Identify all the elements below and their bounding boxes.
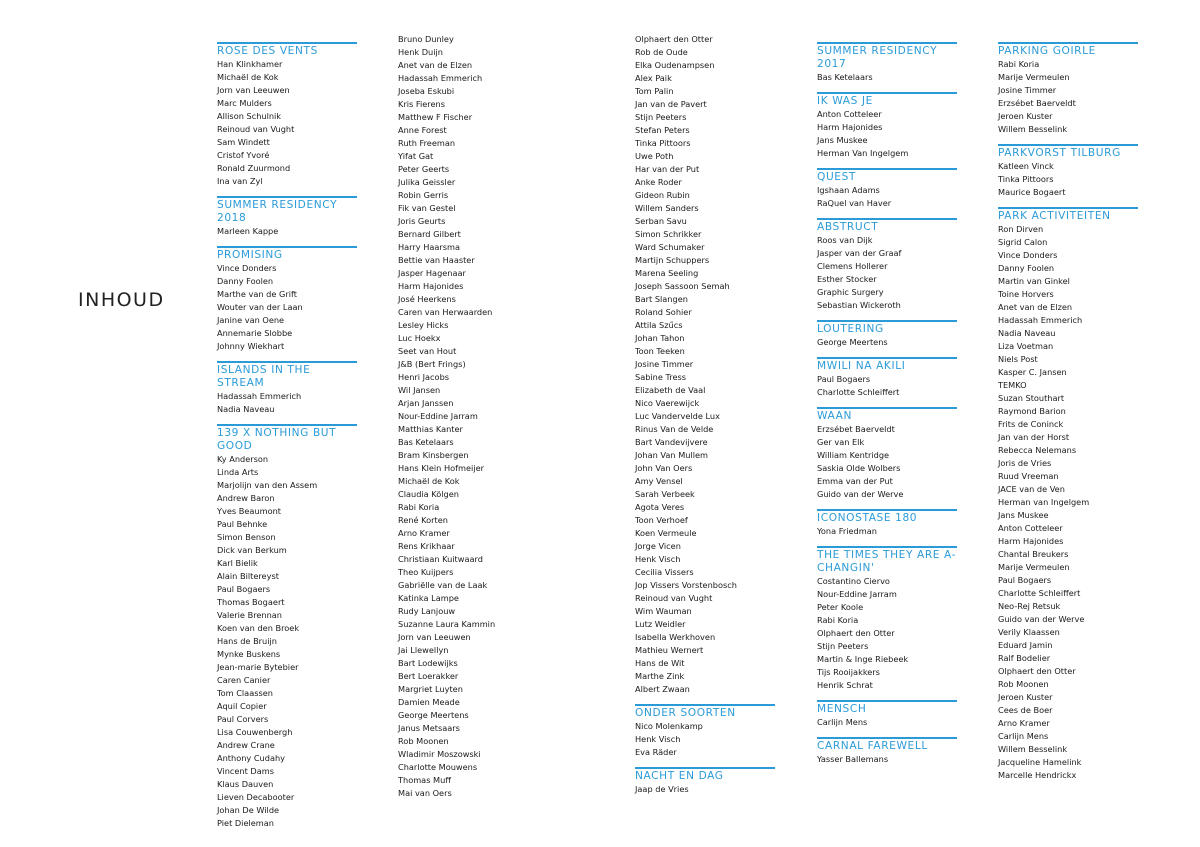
index-section <box>817 357 957 399</box>
index-section <box>817 168 957 210</box>
artist-name: Anton Cotteleer <box>998 523 1063 533</box>
artist-name: Sarah Verbeek <box>635 489 695 499</box>
artist-name: Bas Ketelaars <box>398 437 454 447</box>
artist-name: Herman Van Ingelgem <box>817 148 909 158</box>
artist-name: Seet van Hout <box>398 346 457 356</box>
index-section <box>817 737 957 766</box>
artist-name: Nour-Eddine Jarram <box>398 411 478 421</box>
artist-name: Stefan Peters <box>635 125 690 135</box>
artist-name: Isabella Werkhoven <box>635 632 716 642</box>
artist-name: Gabriëlle van de Laak <box>398 580 488 590</box>
artist-name: Charlotte Schleiffert <box>817 387 900 397</box>
artist-name: Sam Windett <box>217 137 270 147</box>
index-section <box>998 207 1138 782</box>
artist-name: Paul Behnke <box>217 519 268 529</box>
artist-name: Jeroen Kuster <box>998 692 1053 702</box>
artist-name: Wim Wauman <box>635 606 692 616</box>
section-heading: ICONOSTASE 180 <box>817 509 957 525</box>
index-section <box>817 546 957 692</box>
artist-name: Lesley Hicks <box>398 320 449 330</box>
index-column-3 <box>635 33 775 796</box>
artist-name: Stijn Peeters <box>817 641 869 651</box>
artist-name: Michaël de Kok <box>217 72 279 82</box>
artist-name: Rabi Koria <box>398 502 440 512</box>
artist-name: John Van Oers <box>635 463 693 473</box>
index-section <box>217 246 357 353</box>
artist-name: José Heerkens <box>398 294 456 304</box>
artist-name: Michaël de Kok <box>398 476 460 486</box>
artist-name: Arjan Janssen <box>398 398 454 408</box>
section-heading: ROSE DES VENTS <box>217 42 357 58</box>
index-section <box>817 218 957 312</box>
section-heading: 139 X NOTHING BUT GOOD <box>217 424 357 453</box>
section-heading: MWILI NA AKILI <box>817 357 957 373</box>
index-column-4 <box>817 42 957 766</box>
artist-name: Lieven Decabooter <box>217 792 295 802</box>
artist-name: Bettie van Haaster <box>398 255 475 265</box>
artist-name: Sebastian Wickeroth <box>817 300 901 310</box>
artist-name: Igshaan Adams <box>817 185 880 195</box>
section-heading: SUMMER RESIDENCY 2017 <box>817 42 957 71</box>
artist-name: Josine Timmer <box>635 359 694 369</box>
artist-name: Willem Besselink <box>998 124 1068 134</box>
section-heading: QUEST <box>817 168 957 184</box>
section-heading: PARKING GOIRLE <box>998 42 1138 58</box>
index-section <box>817 509 957 538</box>
artist-name: Ruth Freeman <box>398 138 456 148</box>
artist-name: Ina van Zyl <box>217 176 263 186</box>
artist-name: Charlotte Schleiffert <box>998 588 1081 598</box>
artist-name: Anke Roder <box>635 177 682 187</box>
index-section <box>217 196 357 238</box>
artist-name: Guido van der Werve <box>817 489 904 499</box>
artist-name: Simon Benson <box>217 532 276 542</box>
artist-name: Arno Kramer <box>998 718 1050 728</box>
artist-name: Toon Teeken <box>635 346 685 356</box>
artist-name: Neo-Rej Retsuk <box>998 601 1061 611</box>
artist-name: Alex Paik <box>635 73 672 83</box>
artist-name: Alain Biltereyst <box>217 571 279 581</box>
section-heading: PROMISING <box>217 246 357 262</box>
artist-name: Yifat Gat <box>398 151 434 161</box>
artist-name: RaQuel van Haver <box>817 198 892 208</box>
artist-name: Jans Muskee <box>998 510 1049 520</box>
artist-name: TEMKO <box>998 380 1027 390</box>
artist-name: Hans de Bruijn <box>217 636 277 646</box>
artist-name: Anton Cotteleer <box>817 109 882 119</box>
artist-name: Reinoud van Vught <box>635 593 713 603</box>
section-heading: SUMMER RESIDENCY 2018 <box>217 196 357 225</box>
artist-name: Nour-Eddine Jarram <box>817 589 897 599</box>
artist-name: Graphic Surgery <box>817 287 884 297</box>
artist-name: Rudy Lanjouw <box>398 606 456 616</box>
index-section <box>998 144 1138 199</box>
artist-name: Anthony Cudahy <box>217 753 285 763</box>
artist-name: Martijn Schuppers <box>635 255 710 265</box>
artist-name: Josine Timmer <box>998 85 1057 95</box>
artist-name: Tinka Pittoors <box>998 174 1054 184</box>
artist-name: Bert Loerakker <box>398 671 459 681</box>
artist-name: Herman van Ingelgem <box>998 497 1090 507</box>
artist-name: Claudia Kölgen <box>398 489 459 499</box>
artist-name: Johan Van Mullem <box>635 450 709 460</box>
artist-name: Carlijn Mens <box>998 731 1049 741</box>
artist-name: Stijn Peeters <box>635 112 687 122</box>
artist-name: Jean-marie Bytebier <box>217 662 299 672</box>
section-heading: ONDER SOORTEN <box>635 704 775 720</box>
artist-name: Marc Mulders <box>217 98 272 108</box>
artist-name: Esther Stocker <box>817 274 877 284</box>
artist-name: Marije Vermeulen <box>998 72 1070 82</box>
artist-name: Willem Besselink <box>998 744 1068 754</box>
artist-name: Gideon Rubin <box>635 190 690 200</box>
artist-name: Paul Bogaers <box>998 575 1052 585</box>
artist-name: Johan De Wilde <box>217 805 280 815</box>
artist-name: Paul Bogaers <box>817 374 871 384</box>
artist-name: Janus Metsaars <box>398 723 460 733</box>
artist-name: Vincent Dams <box>217 766 274 776</box>
artist-name: Hadassah Emmerich <box>217 391 302 401</box>
artist-name: Roos van Dijk <box>817 235 873 245</box>
artist-name: Wil Jansen <box>398 385 441 395</box>
artist-name: Jacqueline Hamelink <box>998 757 1082 767</box>
artist-name: Bart Vandevijvere <box>635 437 708 447</box>
artist-name: Ky Anderson <box>217 454 269 464</box>
section-heading: MENSCH <box>817 700 957 716</box>
artist-name: Simon Schrikker <box>635 229 702 239</box>
artist-name: Harm Hajonides <box>998 536 1064 546</box>
artist-name: Jeroen Kuster <box>998 111 1053 121</box>
artist-name: Marcelle Hendrickx <box>998 770 1077 780</box>
artist-name: Fik van Gestel <box>398 203 456 213</box>
artist-name: Hans de Wit <box>635 658 685 668</box>
artist-name: Marena Seeling <box>635 268 699 278</box>
artist-name: Matthew F Fischer <box>398 112 473 122</box>
artist-name: Rob Moonen <box>998 679 1049 689</box>
artist-name: Marthe Zink <box>635 671 685 681</box>
artist-name: Olphaert den Otter <box>998 666 1076 676</box>
artist-name: Caren Canier <box>217 675 271 685</box>
artist-name: Yasser Ballemans <box>817 754 889 764</box>
artist-name: Yves Beaumont <box>217 506 281 516</box>
section-heading: IK WAS JE <box>817 92 957 108</box>
artist-name: Mynke Buskens <box>217 649 281 659</box>
artist-name: Olphaert den Otter <box>817 628 895 638</box>
artist-name: Ronald Zuurmond <box>217 163 291 173</box>
artist-name: Rob Moonen <box>398 736 449 746</box>
artist-name: Bart Slangen <box>635 294 688 304</box>
artist-name: Raymond Barion <box>998 406 1066 416</box>
artist-name: Joris Geurts <box>398 216 446 226</box>
artist-name: Harry Haarsma <box>398 242 461 252</box>
artist-name: Henk Visch <box>635 734 681 744</box>
artist-name: Elka Oudenampsen <box>635 60 715 70</box>
artist-name: Sabine Tress <box>635 372 687 382</box>
artist-name: Marthe van de Grift <box>217 289 297 299</box>
artist-name: Aquil Copier <box>217 701 267 711</box>
artist-name: Roland Sohier <box>635 307 692 317</box>
artist-name: Johan Tahon <box>635 333 685 343</box>
artist-name: Toine Horvers <box>998 289 1054 299</box>
artist-name: Martin & Inge Riebeek <box>817 654 909 664</box>
artist-name: Lisa Couwenbergh <box>217 727 293 737</box>
artist-name: Tinka Pittoors <box>635 138 691 148</box>
artist-name: Jasper van der Graaf <box>817 248 902 258</box>
section-heading: LOUTERING <box>817 320 957 336</box>
artist-name: Hadassah Emmerich <box>398 73 483 83</box>
artist-name: Martin van Ginkel <box>998 276 1070 286</box>
artist-name: Hadassah Emmerich <box>998 315 1083 325</box>
artist-name: Erzsébet Baerveldt <box>998 98 1076 108</box>
section-heading: PARK ACTIVITEITEN <box>998 207 1138 223</box>
artist-name: Caren van Herwaarden <box>398 307 493 317</box>
section-heading: PARKVORST TILBURG <box>998 144 1138 160</box>
page-title: INHOUD <box>78 289 165 311</box>
artist-name: Kris Fierens <box>398 99 445 109</box>
artist-name: Maurice Bogaert <box>998 187 1066 197</box>
index-section <box>635 704 775 759</box>
artist-name: Ralf Bodelier <box>998 653 1051 663</box>
artist-name: Willem Sanders <box>635 203 699 213</box>
artist-name: Rens Krikhaar <box>398 541 455 551</box>
artist-name: Sigrid Calon <box>998 237 1048 247</box>
index-section <box>398 33 538 800</box>
artist-name: Allison Schulnik <box>217 111 282 121</box>
section-heading: WAAN <box>817 407 957 423</box>
artist-name: Emma van der Put <box>817 476 893 486</box>
artist-name: Elizabeth de Vaal <box>635 385 706 395</box>
artist-name: Costantino Ciervo <box>817 576 890 586</box>
artist-name: Thomas Muff <box>398 775 451 785</box>
index-section <box>635 33 775 696</box>
artist-name: Jorn van Leeuwen <box>398 632 471 642</box>
artist-name: Thomas Bogaert <box>217 597 285 607</box>
artist-name: Jaap de Vries <box>635 784 689 794</box>
artist-name: Nadia Naveau <box>998 328 1056 338</box>
artist-name: Vince Donders <box>217 263 277 273</box>
artist-name: Joseph Sassoon Semah <box>635 281 730 291</box>
artist-name: Verily Klaassen <box>998 627 1060 637</box>
artist-name: Jasper Hagenaar <box>398 268 466 278</box>
artist-name: Jorn van Leeuwen <box>217 85 290 95</box>
artist-name: Vince Donders <box>998 250 1058 260</box>
artist-name: Cecilia Vissers <box>635 567 694 577</box>
artist-name: Damien Meade <box>398 697 460 707</box>
artist-name: Marije Vermeulen <box>998 562 1070 572</box>
index-section <box>817 42 957 84</box>
artist-name: Rabi Koria <box>817 615 859 625</box>
artist-name: Serban Savu <box>635 216 687 226</box>
artist-name: Nico Vaerewijck <box>635 398 700 408</box>
artist-name: Henk Visch <box>635 554 681 564</box>
artist-name: Attila Szűcs <box>635 320 683 330</box>
artist-name: Mathieu Wernert <box>635 645 704 655</box>
artist-name: Marjolijn van den Assem <box>217 480 318 490</box>
artist-name: Tom Palin <box>635 86 674 96</box>
artist-name: Theo Kuijpers <box>398 567 454 577</box>
section-heading: ISLANDS IN THE STREAM <box>217 361 357 390</box>
index-section <box>217 42 357 188</box>
section-heading: THE TIMES THEY ARE A-CHANGIN' <box>817 546 957 575</box>
artist-name: Robin Gerris <box>398 190 449 200</box>
index-column-5 <box>998 42 1138 782</box>
artist-name: Piet Dieleman <box>217 818 274 828</box>
artist-name: Anet van de Elzen <box>398 60 473 70</box>
artist-name: Danny Foolen <box>998 263 1055 273</box>
artist-name: Klaus Dauven <box>217 779 274 789</box>
artist-name: Kasper C. Jansen <box>998 367 1067 377</box>
artist-name: Rebecca Nelemans <box>998 445 1077 455</box>
artist-name: Frits de Coninck <box>998 419 1064 429</box>
artist-name: Jop Vissers Vorstenbosch <box>635 580 737 590</box>
artist-name: Guido van der Werve <box>998 614 1085 624</box>
artist-name: Peter Koole <box>817 602 864 612</box>
artist-name: Lutz Weidler <box>635 619 686 629</box>
artist-name: Jai Llewellyn <box>398 645 449 655</box>
artist-name: Chantal Breukers <box>998 549 1069 559</box>
artist-name: Jorge Vicen <box>635 541 681 551</box>
artist-name: Ger van Elk <box>817 437 865 447</box>
index-section <box>217 361 357 416</box>
index-section <box>817 92 957 160</box>
artist-name: Marleen Kappe <box>217 226 279 236</box>
artist-name: Koen van den Broek <box>217 623 300 633</box>
artist-name: Toon Verhoef <box>635 515 688 525</box>
artist-name: J&B (Bert Frings) <box>398 359 466 369</box>
artist-name: George Meertens <box>398 710 469 720</box>
artist-name: Paul Corvers <box>217 714 269 724</box>
artist-name: Yona Friedman <box>817 526 877 536</box>
artist-name: Suzan Stouthart <box>998 393 1065 403</box>
artist-name: Hans Klein Hofmeijer <box>398 463 484 473</box>
artist-name: Carlijn Mens <box>817 717 868 727</box>
index-section <box>817 407 957 501</box>
artist-name: Koen Vermeule <box>635 528 697 538</box>
artist-name: Erzsébet Baerveldt <box>817 424 895 434</box>
artist-name: Han Klinkhamer <box>217 59 283 69</box>
artist-name: Paul Bogaers <box>217 584 271 594</box>
artist-name: Luc Hoekx <box>398 333 441 343</box>
artist-name: Wouter van der Laan <box>217 302 303 312</box>
index-section <box>998 42 1138 136</box>
artist-name: Andrew Baron <box>217 493 275 503</box>
artist-name: Peter Geerts <box>398 164 450 174</box>
artist-name: Jan van de Pavert <box>635 99 707 109</box>
artist-name: Margriet Luyten <box>398 684 463 694</box>
artist-name: Charlotte Mouwens <box>398 762 478 772</box>
artist-name: Harm Hajonides <box>817 122 883 132</box>
artist-name: Henrik Schrat <box>817 680 873 690</box>
artist-name: Ward Schumaker <box>635 242 705 252</box>
artist-name: Bart Lodewijks <box>398 658 458 668</box>
artist-name: Joseba Eskubi <box>398 86 455 96</box>
artist-name: Tom Claassen <box>217 688 273 698</box>
artist-name: Eduard Jamin <box>998 640 1053 650</box>
artist-name: Saskia Olde Wolbers <box>817 463 901 473</box>
artist-name: Dick van Berkum <box>217 545 287 555</box>
artist-name: Andrew Crane <box>217 740 275 750</box>
artist-name: Rabi Koria <box>998 59 1040 69</box>
artist-name: Uwe Poth <box>635 151 674 161</box>
artist-name: William Kentridge <box>817 450 890 460</box>
index-section <box>817 700 957 729</box>
artist-name: Niels Post <box>998 354 1038 364</box>
artist-name: Ron Dirven <box>998 224 1044 234</box>
index-column-1 <box>217 42 357 830</box>
artist-name: Reinoud van Vught <box>217 124 295 134</box>
artist-name: Julika Geissler <box>398 177 456 187</box>
index-column-2 <box>398 33 538 800</box>
artist-name: Katinka Lampe <box>398 593 459 603</box>
artist-name: Linda Arts <box>217 467 259 477</box>
artist-name: Clemens Hollerer <box>817 261 888 271</box>
artist-name: Eva Räder <box>635 747 677 757</box>
artist-name: Johnny Wiekhart <box>217 341 285 351</box>
artist-name: Suzanne Laura Kammin <box>398 619 496 629</box>
artist-name: Bruno Dunley <box>398 34 454 44</box>
artist-name: Bas Ketelaars <box>817 72 873 82</box>
artist-name: Joris de Vries <box>998 458 1052 468</box>
artist-name: Rob de Oude <box>635 47 688 57</box>
index-section <box>635 767 775 796</box>
artist-name: Cees de Boer <box>998 705 1053 715</box>
artist-name: Albert Zwaan <box>635 684 690 694</box>
artist-name: Danny Foolen <box>217 276 274 286</box>
artist-name: Katleen Vinck <box>998 161 1054 171</box>
artist-name: Annemarie Slobbe <box>217 328 293 338</box>
section-heading: CARNAL FAREWELL <box>817 737 957 753</box>
artist-name: Tijs Rooijakkers <box>817 667 880 677</box>
artist-name: Henk Duijn <box>398 47 443 57</box>
section-heading: NACHT EN DAG <box>635 767 775 783</box>
artist-name: Cristof Yvoré <box>217 150 270 160</box>
artist-name: Harm Hajonides <box>398 281 464 291</box>
artist-name: Janine van Oene <box>217 315 285 325</box>
artist-name: Mai van Oers <box>398 788 452 798</box>
artist-name: Henri Jacobs <box>398 372 450 382</box>
artist-name: Christiaan Kuitwaard <box>398 554 483 564</box>
artist-name: Amy Vensel <box>635 476 683 486</box>
artist-name: Jans Muskee <box>817 135 868 145</box>
artist-name: Liza Voetman <box>998 341 1054 351</box>
artist-name: René Korten <box>398 515 448 525</box>
artist-name: Ruud Vreeman <box>998 471 1059 481</box>
artist-name: Anet van de Elzen <box>998 302 1073 312</box>
artist-name: Luc Vandervelde Lux <box>635 411 720 421</box>
artist-name: Har van der Put <box>635 164 700 174</box>
artist-name: Matthias Kanter <box>398 424 463 434</box>
artist-name: Olphaert den Otter <box>635 34 713 44</box>
index-section <box>817 320 957 349</box>
artist-name: Nadia Naveau <box>217 404 275 414</box>
artist-name: Rinus Van de Velde <box>635 424 714 434</box>
artist-name: Wladimir Moszowski <box>398 749 481 759</box>
artist-name: Jan van der Horst <box>998 432 1070 442</box>
artist-name: JACE van de Ven <box>998 484 1065 494</box>
artist-name: Arno Kramer <box>398 528 450 538</box>
artist-name: Bram Kinsbergen <box>398 450 469 460</box>
artist-name: Nico Molenkamp <box>635 721 703 731</box>
artist-name: Anne Forest <box>398 125 447 135</box>
artist-name: Valerie Brennan <box>217 610 282 620</box>
index-section <box>217 424 357 830</box>
section-heading: ABSTRUCT <box>817 218 957 234</box>
artist-name: Karl Bielik <box>217 558 258 568</box>
artist-name: Agota Veres <box>635 502 685 512</box>
artist-name: Bernard Gilbert <box>398 229 461 239</box>
artist-name: George Meertens <box>817 337 888 347</box>
